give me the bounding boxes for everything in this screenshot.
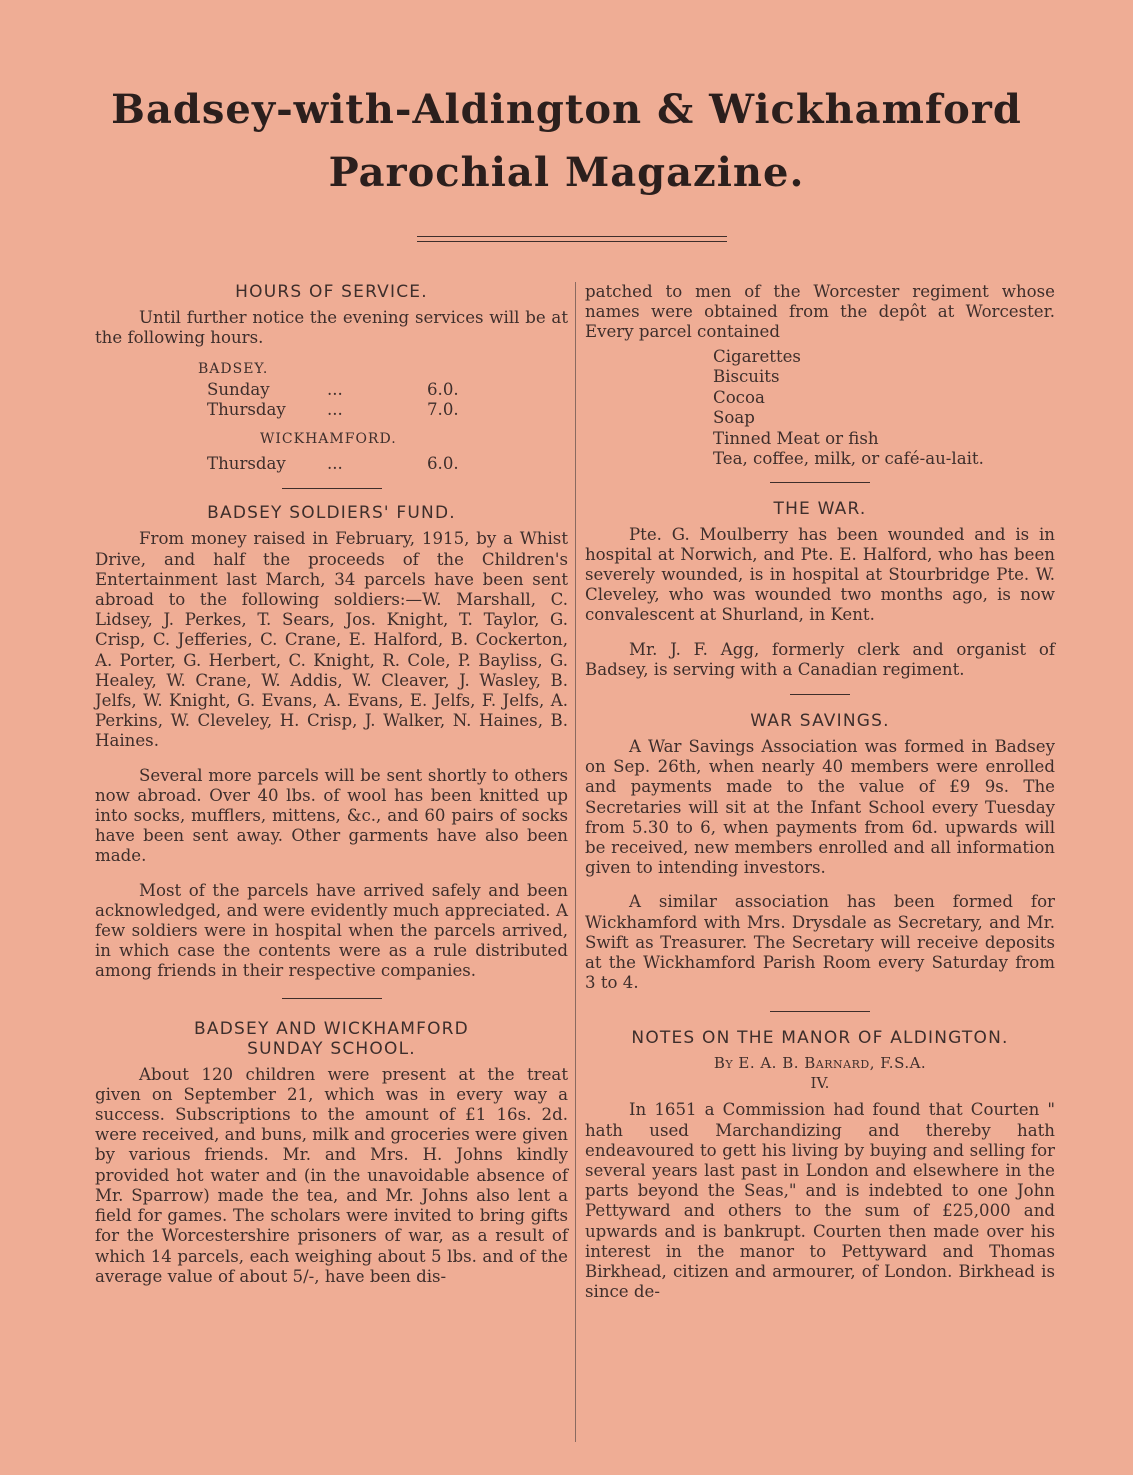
soldiers-fund-paragraph: From money raised in February, 1915, by a Whist Drive, and half the proceeds of the Children's Entertainment last March, 34 parcels have been sent abroad to the following soldiers:—W. Marshall, C. Lidsey, J. Perkes, T. Sears, Jos. Knight, T. Taylor, G. Crisp, C. Jefferies, C. Crane, E. Halford, B. Cockerton, A. Porter, G. Herbert, C. Knight, R. Cole, P. Bayliss, G. Healey, W. Crane, W. Addis, W. Cleaver, J. Wasley, B. Jelfs, W. Knight, G. Evans, A. Evans, E. Jelfs, F. Jelfs, A. Perkins, W. Cleveley, H. Crisp, J. Walker, N. Haines, B. Haines.	[95, 529, 568, 751]
war-paragraph: Mr. J. F. Agg, formerly clerk and organist of Badsey, is serving with a Canadian regiment.	[585, 639, 1055, 679]
schedule-time: 6.0.	[427, 380, 459, 400]
right-column	[585, 282, 1055, 1303]
schedule-day: Sunday	[207, 380, 270, 400]
war-savings-section	[585, 711, 1055, 993]
manor-author: By E. A. B. Barnard, F.S.A.	[713, 1054, 927, 1073]
schedule-dots: ...	[327, 380, 343, 400]
wickhamford-label: WICKHAMFORD.	[260, 431, 397, 448]
schedule-row	[207, 400, 568, 420]
war-section	[585, 499, 1055, 680]
list-item: Cigarettes	[713, 346, 801, 366]
schedule-time: 7.0.	[427, 400, 459, 420]
section-rule	[770, 482, 870, 483]
schedule-dots: ...	[327, 400, 343, 420]
schedule-day: Thursday	[207, 400, 286, 420]
continued-paragraph: patched to men of the Worcester regiment whose names were obtained from the depôt at Worcester. Every parcel contained	[585, 282, 1055, 342]
war-savings-paragraph: A War Savings Association was formed in Badsey on Sep. 26th, when nearly 40 members were enrolled and payments made to the value of £9 9s. The Secretaries will sit at the Infant School every Tuesday from 5.30 to 6, when payments from 6d. upwards will be received, new members enrolled and all information given to intending investors.	[585, 737, 1055, 878]
soldiers-fund-heading: BADSEY SOLDIERS' FUND.	[207, 503, 456, 524]
masthead-title-line-1: Badsey-with-Aldington & Wickhamford	[111, 86, 1022, 133]
war-paragraph: Pte. G. Moulberry has been wounded and is in hospital at Norwich, and Pte. E. Halford, who has been severely wounded, is in hospital at Stourbridge Pte. W. Cleveley, who was wounded two months ago, is now convalescent at Shurland, in Kent.	[585, 524, 1055, 625]
parcel-contents-list	[713, 347, 1055, 470]
section-rule	[282, 998, 382, 999]
column-divider	[575, 282, 576, 1442]
war-savings-heading: WAR SAVINGS.	[750, 711, 890, 732]
manor-notes-section	[585, 1028, 1055, 1302]
masthead	[0, 78, 1133, 204]
soldiers-fund-paragraph: Several more parcels will be sent shortly to others now abroad. Over 40 lbs. of wool has been knitted up into socks, mufflers, mittens, &c., and 60 pairs of socks have been sent away. Other garments have also been made.	[95, 765, 568, 866]
hours-intro: Until further notice the evening services will be at the following hours.	[95, 308, 568, 348]
badsey-label: BADSEY.	[198, 361, 269, 378]
schedule-row	[207, 380, 568, 400]
left-column	[95, 282, 568, 1287]
manor-paragraph: In 1651 a Commission had found that Courten " hath used Marchandizing and thereby hath endeavoured to gett his living by buying and selling for several years last past in London and elsewhere in the parts beyond the Seas," and is indebted to one John Pettyward and others to the sum of £25,000 and upwards and is bankrupt. Courten then made over his interest in the manor to Pettyward and Thomas Birkhead, citizen and armourer, of London. Birkhead is since de-	[585, 1100, 1055, 1302]
masthead-double-rule	[417, 236, 727, 242]
sunday-school-heading-1: BADSEY AND WICKHAMFORD	[194, 1018, 469, 1039]
list-item: Cocoa	[713, 387, 765, 407]
manor-heading: NOTES ON THE MANOR OF ALDINGTON.	[631, 1028, 1009, 1049]
list-item: Biscuits	[713, 367, 780, 387]
schedule-dots: ...	[327, 454, 343, 474]
list-item: Soap	[713, 408, 755, 428]
schedule-row	[207, 454, 568, 474]
hours-of-service-section	[95, 282, 568, 474]
list-item: Tea, coffee, milk, or café-au-lait.	[713, 449, 984, 469]
section-rule	[770, 1011, 870, 1012]
schedule-time: 6.0.	[427, 454, 459, 474]
section-rule	[790, 694, 850, 695]
section-rule	[282, 488, 382, 489]
sunday-school-heading-2: SUNDAY SCHOOL.	[247, 1038, 416, 1059]
schedule-day: Thursday	[207, 454, 286, 474]
soldiers-fund-section	[95, 503, 568, 981]
soldiers-fund-paragraph: Most of the parcels have arrived safely and been acknowledged, and were evidently much appreciated. A few soldiers were in hospital when the parcels arrived, in which case the contents were as a rule distributed among friends in their respective companies.	[95, 880, 568, 981]
war-savings-paragraph: A similar association has been formed for Wickhamford with Mrs. Drysdale as Secretary, and Mr. Swift as Treasurer. The Secretary will receive deposits at the Wickhamford Parish Room every Saturday from 3 to 4.	[585, 892, 1055, 993]
list-item: Tinned Meat or fish	[713, 428, 879, 448]
war-heading: THE WAR.	[773, 498, 867, 519]
sunday-school-paragraph: About 120 children were present at the treat given on September 21, which was in every way a success. Subscriptions to the amount of £1 16s. 2d. were received, and buns, milk and groceries were given by various friends. Mr. and Mrs. H. Johns kindly provided hot water and (in the unavoidable absence of Mr. Sparrow) made the tea, and Mr. Johns also lent a field for games. The scholars were invited to bring gifts for the Worcestershire prisoners of war, as a result of which 14 parcels, each weighing about 5 lbs. and of the average value of about 5/-, have been dis-	[95, 1064, 568, 1286]
sunday-school-section	[95, 1019, 568, 1287]
masthead-title-line-2: Parochial Magazine.	[328, 149, 805, 196]
hours-heading: HOURS OF SERVICE.	[235, 282, 428, 302]
manor-part-number: IV.	[810, 1074, 830, 1093]
